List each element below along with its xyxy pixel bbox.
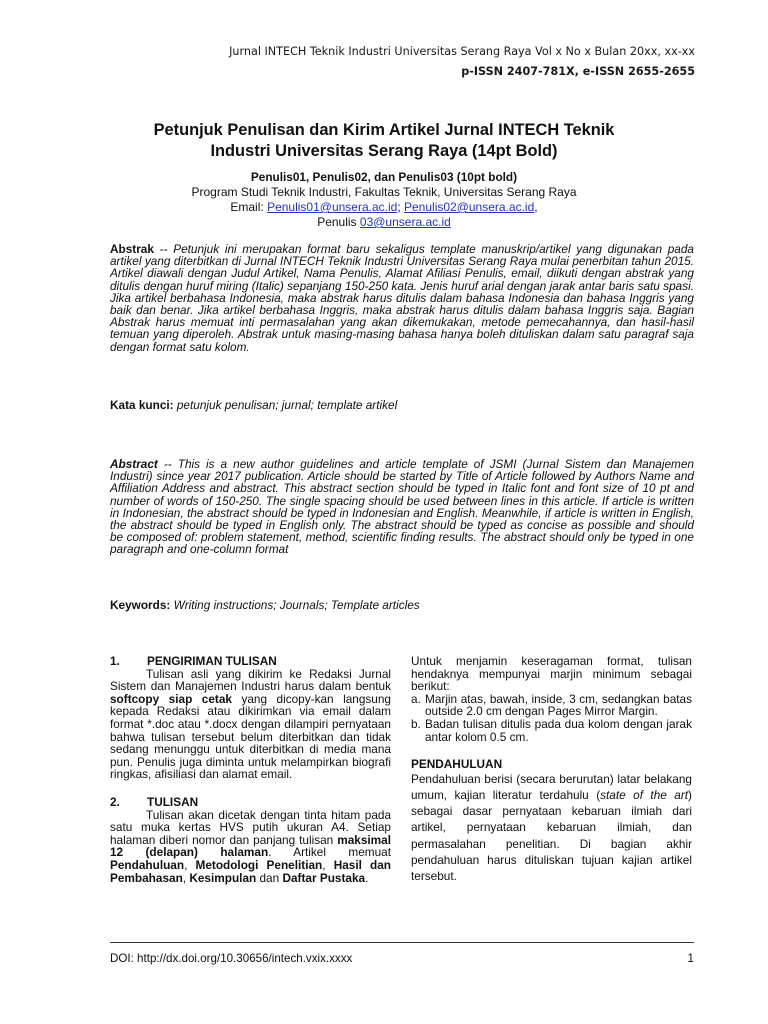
margin-list [411, 693, 692, 743]
email-link-3[interactable]: 03@unsera.ac.id [359, 215, 451, 229]
s2-text-5: , [182, 870, 190, 885]
s2-text-4: , [322, 857, 334, 872]
abstract-english [110, 458, 694, 556]
footer-divider [110, 942, 694, 943]
penulis-prefix: Penulis [317, 215, 360, 229]
page-number: 1 [687, 952, 694, 965]
journal-line: Jurnal INTECH Teknik Industri Universitas Serang Raya Vol x No x Bulan 20xx, xx-xx [229, 45, 695, 58]
list-marker: b. [411, 716, 421, 731]
right-column [411, 655, 692, 884]
email-line [110, 200, 658, 215]
email-sep-1: ; [397, 200, 404, 214]
title-line-1: Petunjuk Penulisan dan Kirim Artikel Jurnal INTECH Teknik [153, 121, 615, 139]
keywords-en-label: Keywords: [110, 598, 171, 612]
running-header [229, 42, 695, 82]
s1-bold-1: softcopy siap cetak [110, 691, 232, 706]
left-column [110, 655, 391, 884]
section-1-number: 1. [110, 654, 120, 668]
s1-text-1: Tulisan asli yang dikirim ke Redaksi Jurnal Sistem dan Manajemen Industri harus dalam bentuk [110, 666, 391, 694]
email-line-2 [110, 215, 658, 230]
pend-italic: state of the art [600, 787, 689, 802]
s2-bold-6: Daftar Pustaka [282, 870, 366, 885]
pendahuluan-heading: PENDAHULUAN [411, 757, 503, 772]
author-names: Penulis01, Penulis02, dan Penulis03 (10pt bold) [250, 170, 518, 184]
keywords-indonesian [110, 398, 694, 412]
email-prefix: Email: [230, 200, 268, 214]
email-sep-2: , [534, 200, 538, 214]
s2-text-1: Tulisan akan dicetak dengan tinta hitam pada satu muka kertas HVS putih ukuran A4. Setiap halaman diberi nomor dan panjang tulisan [110, 807, 391, 847]
keywords-id-text: petunjuk penulisan; jurnal; template artikel [173, 398, 398, 412]
abstract-indonesian [110, 243, 694, 353]
s2-text-6: dan [256, 870, 283, 885]
section-1-paragraph [110, 668, 391, 781]
issn-line: p-ISSN 2407-781X, e-ISSN 2655-2655 [461, 65, 695, 78]
section-1-title: PENGIRIMAN TULISAN [147, 654, 277, 668]
abstract-en-text: -- This is a new author guidelines and article template of JSMI (Jurnal Sistem dan Manajemen Industri) since year 2017 publication. Article should be started by Title of Article followed by Authors Name and Affiliation Address and abstract. This abstract section should be typed in Italic font and font size of 10 pt and number of words of 150-250. The single spacing should be used between lines in this article. If article is written in Indonesian, the abstract should be typed in Indonesian and English. Meanwhile, if article is written in English, the abstract should be typed in English only. The abstract should be typed as concise as possible and should be composed of: problem statement, method, scientific finding results. The abstract should only be typed in one paragraph and one-column format [110, 457, 694, 557]
section-2-title: TULISAN [147, 794, 199, 809]
s2-text-3: , [184, 857, 196, 872]
author-block [110, 170, 658, 230]
section-2-number: 2. [110, 794, 120, 809]
s2-text-7: . [365, 870, 369, 885]
pendahuluan-paragraph [411, 771, 692, 884]
margin-intro: Untuk menjamin keseragaman format, tulisan hendaknya mempunyai marjin minimum sebagai berikut: [411, 654, 692, 694]
title-line-2: Industri Universitas Serang Raya (14pt Bold) [210, 142, 558, 160]
page-footer [110, 952, 694, 965]
s2-bold-4: Hasil dan Pembahasan [110, 857, 391, 885]
pend-text-1: Pendahuluan berisi (secara berurutan) latar belakang umum, kajian literatur terdahulu ( [411, 771, 692, 802]
email-link-1[interactable]: Penulis01@unsera.ac.id [267, 200, 398, 214]
section-2-paragraph [110, 809, 391, 885]
s2-bold-3: Metodologi Penelitian [195, 857, 323, 872]
keywords-id-label: Kata kunci: [110, 398, 174, 412]
article-title [110, 120, 658, 162]
abstract-en-label: Abstract [110, 457, 158, 471]
keywords-en-text: Writing instructions; Journals; Template articles [170, 598, 420, 612]
s2-bold-1: maksimal 12 (delapan) halaman [110, 832, 391, 860]
s1-text-2: yang dicopy-kan langsung kepada Redaksi atau dikirimkan via email dalam format *.doc atau *.docx dengan dilampiri pernyataan bahwa tulisan tersebut belum diterbitkan dan tidak sedang menunggu untuk diterbitkan di media mana pun. Penulis juga diminta untuk melampirkan biografi ringkas, afisiliasi dan alamat email. [110, 691, 391, 782]
s2-bold-5: Kesimpulan [189, 870, 257, 885]
abstract-id-label: Abstrak [110, 242, 154, 256]
list-item [411, 693, 692, 718]
abstract-id-text: -- Petunjuk ini merupakan format baru sekaligus template manuskrip/artikel yang digunakan pada artikel yang diterbitkan di Jurnal INTECH Teknik Industri Universitas Serang Raya mulai penerbitan tahun 2015. Artikel diawali dengan Judul Artikel, Nama Penulis, Alamat Afiliasi Penulis, email, diikuti dengan abstrak yang ditulis dengan huruf miring (Italic) sepanjang 150-250 kata. Jenis huruf arial dengan jarak antar baris satu spasi. Jika artikel berbahasa Indonesia, maka abstrak harus ditulis dalam bahasa Indonesia dan bahasa Inggris yang baik dan benar. Jika artikel berbahasa Inggris, maka abstrak harus ditulis dalam bahasa Inggris saja. Bagian Abstrak harus memuat inti permasalahan yang akan dikemukakan, metode pemecahannya, dan hasil-hasil temuan yang diperoleh. Abstrak untuk masing-masing bahasa hanya boleh dituliskan dalam satu paragraf saja dengan format satu kolom. [110, 242, 694, 354]
email-link-2[interactable]: Penulis02@unsera.ac.id [404, 200, 535, 214]
list-marker: a. [411, 691, 421, 706]
list-text: Marjin atas, bawah, inside, 3 cm, sedangkan batas outside 2.0 cm dengan Pages Mirror Margin. [425, 691, 692, 719]
list-text: Badan tulisan ditulis pada dua kolom dengan jarak antar kolom 0.5 cm. [425, 716, 692, 744]
s2-text-2: . Artikel memuat [268, 845, 391, 860]
pend-text-2: ) sebagai dasar pernyataan kebaruan ilmiah dari artikel, pernyataan kebaruan ilmiah, dan permasalahan penelitian. Di bagian akhir pendahuluan harus dituliskan tujuan kajian artikel tersebut. [411, 787, 692, 883]
keywords-english [110, 598, 694, 612]
affiliation: Program Studi Teknik Industri, Fakultas Teknik, Universitas Serang Raya [191, 185, 577, 199]
s2-bold-2: Pendahuluan [110, 857, 185, 872]
doi-text: DOI: http://dx.doi.org/10.30656/intech.vxix.xxxx [110, 952, 353, 965]
list-item [411, 718, 692, 743]
